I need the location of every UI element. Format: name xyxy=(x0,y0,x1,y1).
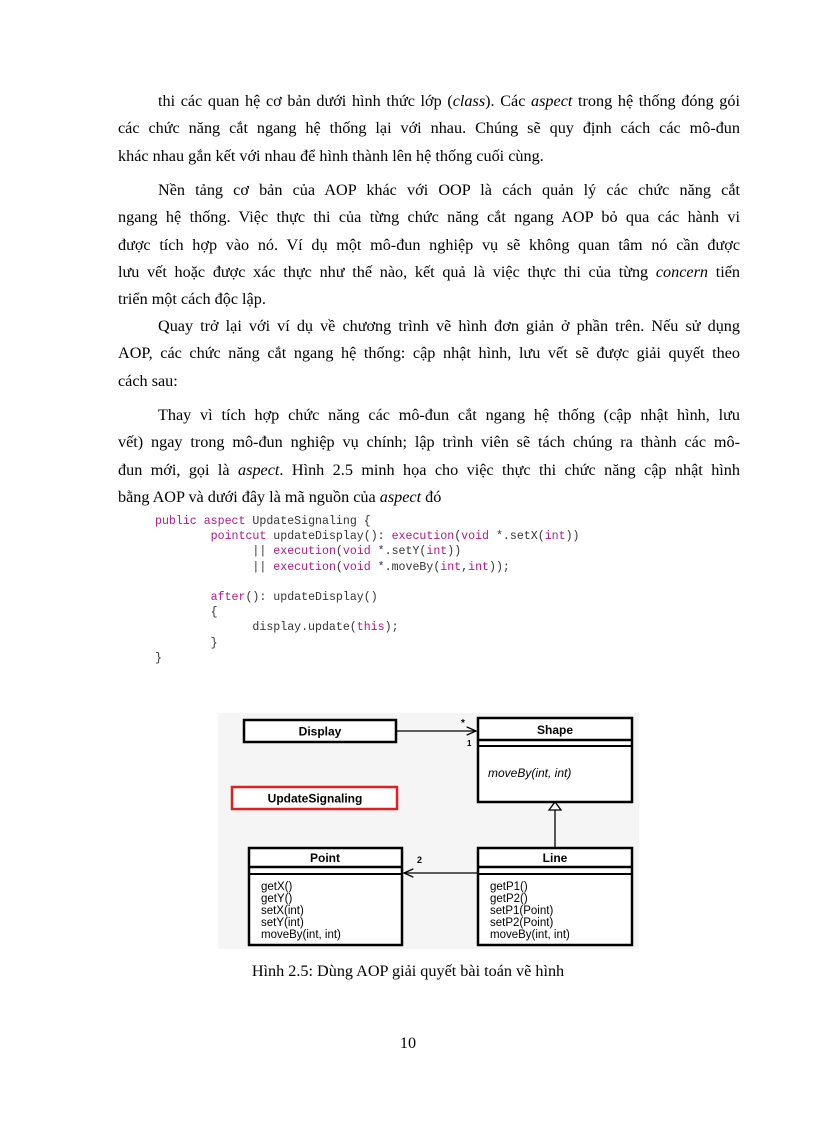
text-line: vết) ngay trong mô-đun nghiệp vụ chính; lập trình viên sẽ tách chúng ra thành các mô- xyxy=(118,433,740,452)
text-line: Quay trở lại với ví dụ về chương trình vẽ hình đơn giản ở phần trên. Nếu sử dụng xyxy=(158,317,740,335)
text-line: ngang hệ thống. Việc thực thi của từng chức năng cắt ngang AOP bỏ qua các hành vi xyxy=(118,208,740,227)
line-method-1: getP1() xyxy=(490,881,528,893)
code-line: public aspect UpdateSignaling { xyxy=(155,515,371,528)
text-line: khác nhau gắn kết với nhau để hình thành lên hệ thống cuối cùng. xyxy=(118,146,544,165)
text-line: thi các quan hệ cơ bản dưới hình thức lớp (class). Các aspect trong hệ thống đóng gói xyxy=(158,92,740,110)
code-line: || execution(void *.moveBy(int,int)); xyxy=(155,560,510,574)
update-signaling-label: UpdateSignaling xyxy=(267,791,363,806)
multiplicity-two: 2 xyxy=(417,855,423,865)
uml-diagram xyxy=(218,713,639,949)
figure-caption: Hình 2.5: Dùng AOP giải quyết bài toán vẽ hình xyxy=(251,962,565,980)
code-listing xyxy=(155,514,579,666)
paragraph-2 xyxy=(118,177,740,313)
text-line: triển một cách độc lập. xyxy=(118,290,266,309)
line-class-box xyxy=(478,848,632,945)
code-line xyxy=(155,575,579,590)
text-line: đun mới, gọi là aspect. Hình 2.5 minh họa cho việc thực thi chức năng cập nhật hình xyxy=(118,460,740,479)
code-line: display.update(this); xyxy=(155,621,399,635)
point-method-1: getX() xyxy=(261,881,293,893)
text-line: Thay vì tích hợp chức năng các mô-đun cắt ngang hệ thống (cập nhật hình, lưu xyxy=(158,406,740,424)
multiplicity-one: 1 xyxy=(467,739,472,748)
text-line: AOP, các chức năng cắt ngang hệ thống: cập nhật hình, lưu vết sẽ được giải quyết theo xyxy=(118,344,740,363)
text-line: cách sau: xyxy=(118,371,178,390)
display-class-label: Display xyxy=(298,724,342,739)
multiplicity-star: * xyxy=(461,718,465,729)
paragraph-4 xyxy=(118,402,740,511)
line-method-4: setP2(Point) xyxy=(490,917,554,929)
update-signaling-box xyxy=(232,787,397,809)
code-line: } xyxy=(155,651,162,665)
point-class-box xyxy=(249,848,402,945)
code-line: { xyxy=(155,606,218,620)
paragraph-3 xyxy=(118,313,740,395)
line-method-3: setP1(Point) xyxy=(490,905,554,917)
point-method-4: setY(int) xyxy=(261,917,304,929)
page-number: 10 xyxy=(399,1034,417,1052)
text-line: Nền tảng cơ bản của AOP khác với OOP là cách quản lý các chức năng cắt xyxy=(158,181,740,199)
paragraph-1 xyxy=(118,88,740,170)
text-line: được tích hợp vào nó. Ví dụ một mô-đun nghiệp vụ sẽ không quan tâm nó cần được xyxy=(118,235,740,254)
point-method-5: moveBy(int, int) xyxy=(261,929,341,941)
shape-method: moveBy(int, int) xyxy=(488,766,572,780)
point-method-2: getY() xyxy=(261,893,293,905)
text-line: lưu vết hoặc được xác thực như thế nào, kết quả là việc thực thi của từng concern tiến xyxy=(118,262,740,281)
display-class-box xyxy=(244,720,396,742)
line-method-2: getP2() xyxy=(490,893,528,905)
text-line: bằng AOP và dưới đây là mã nguồn của aspect đó xyxy=(118,487,442,506)
point-method-3: setX(int) xyxy=(261,905,304,917)
code-line: || execution(void *.setY(int)) xyxy=(155,545,462,559)
line-method-5: moveBy(int, int) xyxy=(490,929,570,941)
code-line: after(): updateDisplay() xyxy=(210,591,378,605)
code-line: pointcut updateDisplay(): execution(void *.setX(int)) xyxy=(210,530,580,544)
shape-class-label: Shape xyxy=(536,723,574,737)
code-line: } xyxy=(155,636,218,650)
line-class-label: Line xyxy=(542,851,568,865)
point-class-label: Point xyxy=(310,851,340,865)
text-line: các chức năng cắt ngang hệ thống lại với nhau. Chúng sẽ quy định cách các mô-đun xyxy=(118,119,740,138)
shape-class-box xyxy=(478,718,632,802)
